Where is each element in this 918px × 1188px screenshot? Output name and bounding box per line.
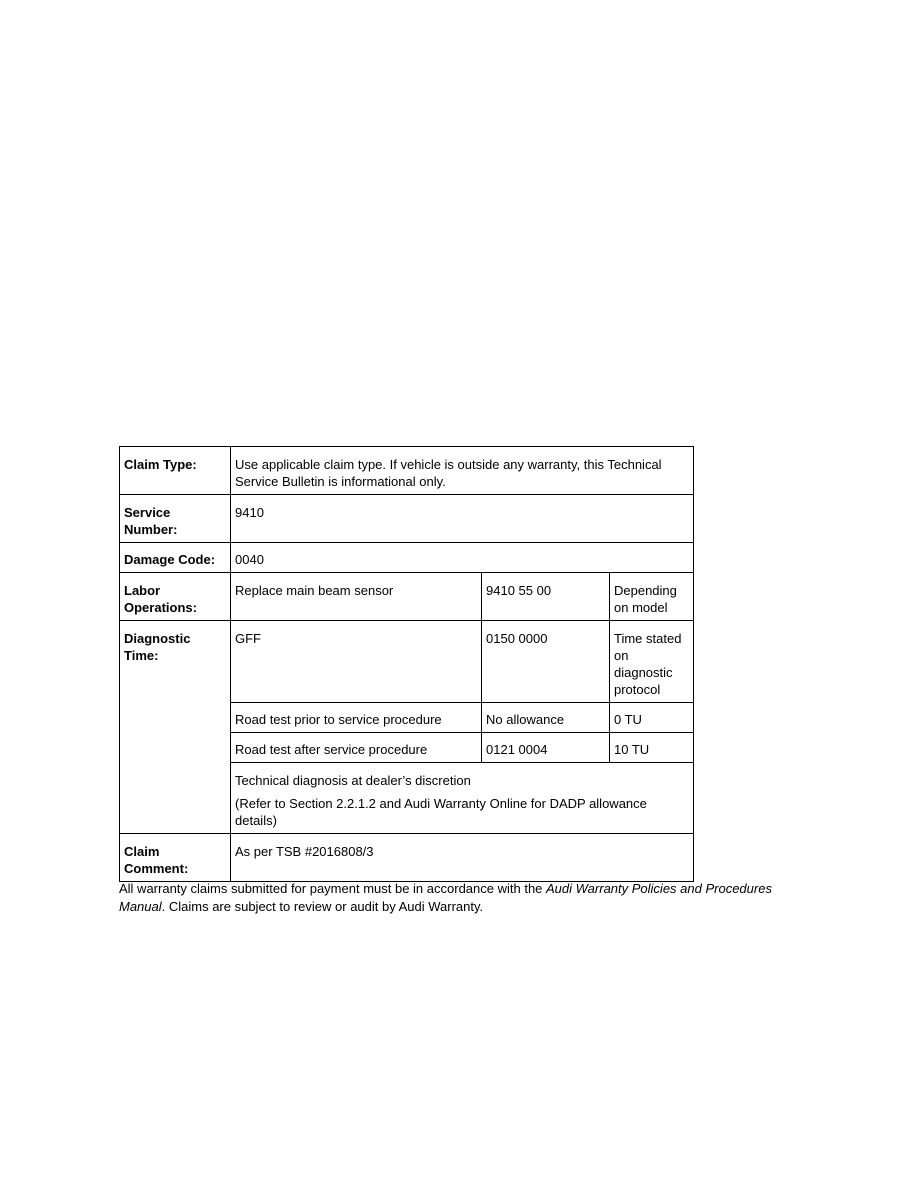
technical-diagnosis-cell [231,763,694,834]
damage-code-value: 0040 [231,543,694,573]
claim-type-row [120,447,694,495]
diagnostic-time-value: 10 TU [610,733,694,763]
service-number-row [120,495,694,543]
diagnostic-row-gff [120,621,694,703]
diagnostic-time-value: 0 TU [610,703,694,733]
service-number-value: 9410 [231,495,694,543]
diagnostic-code: 0121 0004 [482,733,610,763]
labor-operations-row [120,573,694,621]
claim-comment-value: As per TSB #2016808/3 [231,834,694,882]
diagnostic-code: 0150 0000 [482,621,610,703]
warranty-manual-title: Audi Warranty Policies and Procedures Manual [119,881,772,914]
footer-text-before: All warranty claims submitted for payment must be in accordance with the [119,881,547,896]
warranty-claim-table [119,446,694,882]
labor-time: Depending on model [610,573,694,621]
diagnostic-code: No allowance [482,703,610,733]
technical-diagnosis-note: Technical diagnosis at dealer’s discretion [235,773,471,788]
damage-code-label: Damage Code: [120,543,231,573]
footer-text-after: . Claims are subject to review or audit by Audi Warranty. [161,899,484,914]
diagnostic-time-value: Time stated on diagnostic protocol [610,621,694,703]
diagnostic-description: Road test after service procedure [231,733,482,763]
warranty-footer-note [119,880,809,916]
diagnostic-time-label: Diagnostic Time: [120,621,231,834]
claim-type-value: Use applicable claim type. If vehicle is outside any warranty, this Technical Service Bulletin is informational only. [231,447,694,495]
labor-code: 9410 55 00 [482,573,610,621]
diagnostic-description: GFF [231,621,482,703]
labor-operations-label: Labor Operations: [120,573,231,621]
claim-type-label: Claim Type: [120,447,231,495]
dadp-allowance-note: (Refer to Section 2.2.1.2 and Audi Warranty Online for DADP allowance details) [235,796,647,828]
labor-description: Replace main beam sensor [231,573,482,621]
damage-code-row [120,543,694,573]
diagnostic-description: Road test prior to service procedure [231,703,482,733]
claim-comment-label: Claim Comment: [120,834,231,882]
claim-comment-row [120,834,694,882]
service-number-label: Service Number: [120,495,231,543]
